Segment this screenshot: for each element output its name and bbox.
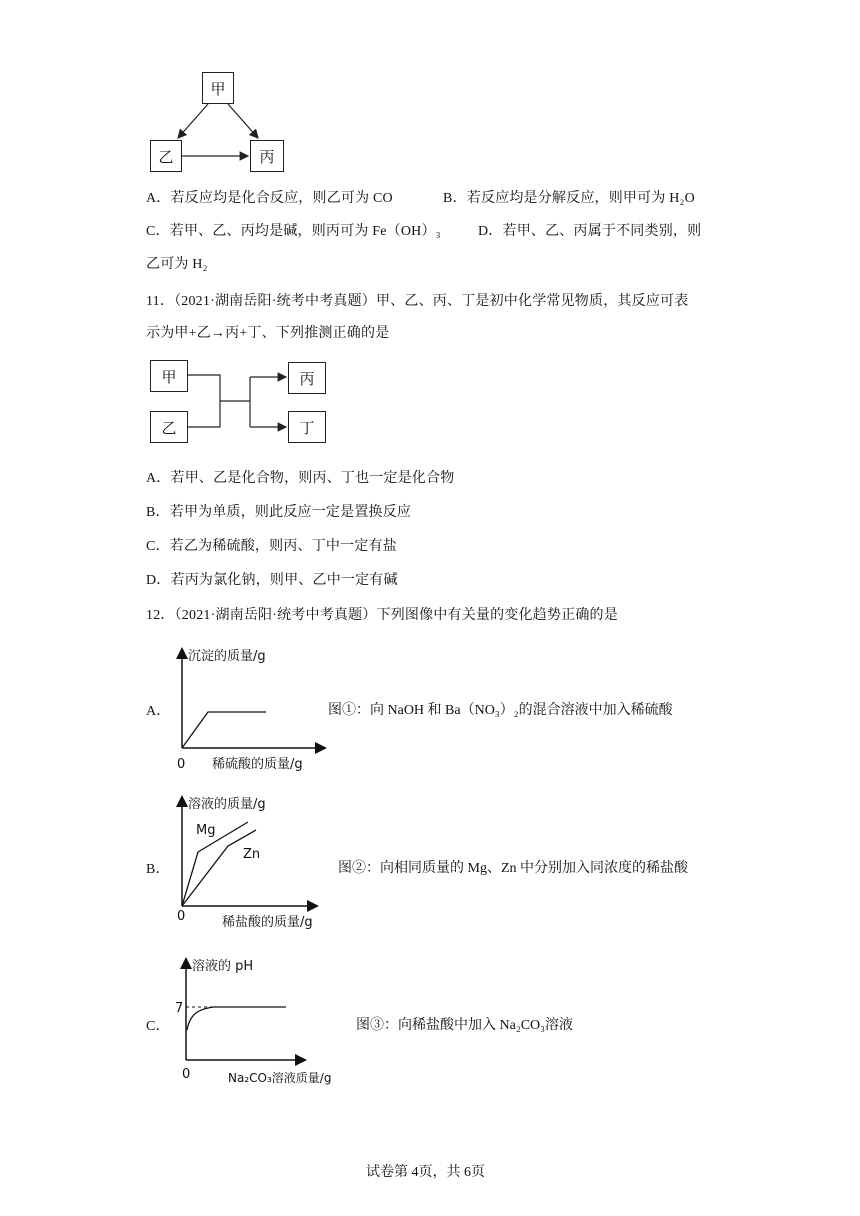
graph-a-description: 图①：向 NaOH 和 Ba（NO₃）₂的混合溶液中加入稀硫酸 bbox=[328, 703, 673, 718]
q11-option-c: C．若乙为稀硫酸，则丙、丁中一定有盐 bbox=[146, 539, 397, 554]
q10-option-d-cont: 乙可为 H₂ bbox=[146, 257, 208, 272]
q10-option-d: D．若甲、乙、丙属于不同类别，则 bbox=[478, 224, 702, 239]
box-yi: 乙 bbox=[150, 411, 188, 443]
graph-a-ylabel: 沉淀的质量/g bbox=[188, 649, 266, 664]
box-jia: 甲 bbox=[150, 360, 188, 392]
graph-a-line bbox=[182, 712, 266, 748]
box-jia: 甲 bbox=[202, 72, 234, 104]
q12-stem: 12．（2021·湖南岳阳·统考中考真题）下列图像中有关量的变化趋势正确的是 bbox=[146, 608, 618, 623]
box-yi: 乙 bbox=[150, 140, 182, 172]
q12-option-a-label: A． bbox=[146, 704, 171, 719]
q11-option-b: B．若甲为单质，则此反应一定是置换反应 bbox=[146, 505, 412, 520]
graph-c-xlabel: Na₂CO₃溶液质量/g bbox=[228, 1071, 332, 1085]
graph-b-origin: 0 bbox=[177, 909, 186, 924]
q10-option-b: B．若反应均是分解反应，则甲可为 H₂O bbox=[443, 191, 695, 206]
q11-option-d: D．若丙为氯化钠，则甲、乙中一定有碱 bbox=[146, 573, 398, 588]
graph-c-ylabel: 溶液的 pH bbox=[192, 959, 254, 974]
q10-option-c: C．若甲、乙、丙均是碱，则丙可为 Fe（OH）₃ bbox=[146, 224, 441, 239]
graph-c-ytick-7: 7 bbox=[175, 1001, 184, 1016]
q10-option-a: A．若反应均是化合反应，则乙可为 CO bbox=[146, 191, 393, 206]
graph-b-zn-label: Zn bbox=[243, 847, 261, 862]
q11-stem-line1: 11．（2021·湖南岳阳·统考中考真题）甲、乙、丙、丁是初中化学常见物质，其反应可表 bbox=[146, 294, 689, 309]
graph-a-origin: 0 bbox=[177, 757, 186, 772]
graph-c bbox=[170, 952, 370, 1092]
graph-c-curve bbox=[187, 1007, 286, 1030]
graph-b-mg-label: Mg bbox=[196, 823, 216, 838]
reaction-lines bbox=[0, 0, 860, 460]
graph-a-xlabel: 稀硫酸的质量/g bbox=[212, 757, 303, 772]
graph-b-description: 图②：向相同质量的 Mg、Zn 中分别加入同浓度的稀盐酸 bbox=[338, 861, 688, 876]
box-bing: 丙 bbox=[250, 140, 284, 172]
graph-b-ylabel: 溶液的质量/g bbox=[188, 797, 266, 812]
q11-option-a: A．若甲、乙是化合物，则丙、丁也一定是化合物 bbox=[146, 471, 455, 486]
box-ding: 丁 bbox=[288, 411, 326, 443]
box-bing: 丙 bbox=[288, 362, 326, 394]
page-footer: 试卷第 4页，共 6页 bbox=[366, 1165, 485, 1180]
q12-option-c-label: C． bbox=[146, 1019, 170, 1034]
graph-c-origin: 0 bbox=[182, 1067, 191, 1082]
graph-c-description: 图③：向稀盐酸中加入 Na₂CO₃溶液 bbox=[356, 1018, 574, 1033]
graph-b-xlabel: 稀盐酸的质量/g bbox=[222, 915, 313, 930]
q12-option-b-label: B． bbox=[146, 862, 170, 877]
q11-stem-line2: 示为甲+乙→丙+丁、下列推测正确的是 bbox=[146, 326, 390, 341]
